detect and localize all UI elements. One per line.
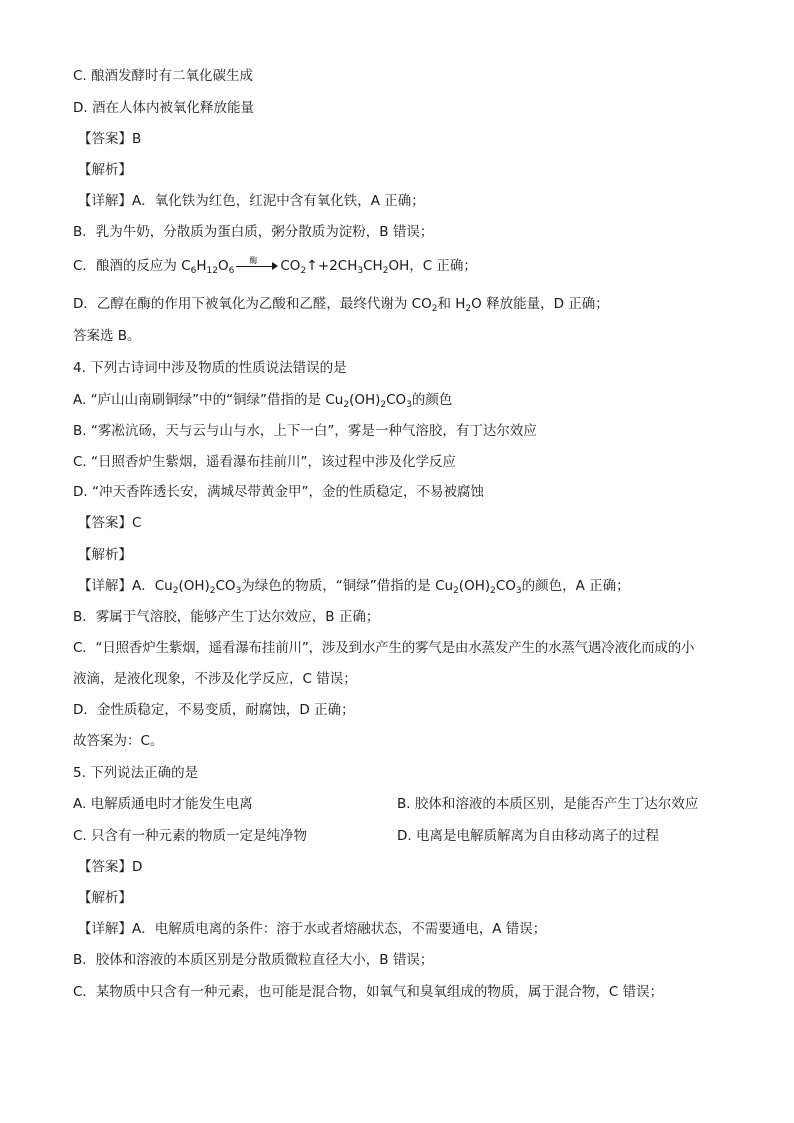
option-d: D. 酒在人体内被氧化释放能量 bbox=[73, 100, 254, 116]
detail-c-equation: C．酿酒的反应为 $C_6H_{12}O_6$ 酶 $CO_2↑+2CH_3CH_2OH$，C 正确； bbox=[73, 256, 477, 276]
detail-a: 【详解】A．氧化铁为红色，红泥中含有氧化铁，A 正确； bbox=[78, 193, 425, 209]
analysis-label: 【解析】 bbox=[78, 162, 132, 178]
q4-detail-a: 【详解】A．$Cu_2(OH)_2CO_3$为绿色的物质，“铜绿”借指的是 $Cu_2(OH)_2CO_3$的颜色，A 正确； bbox=[78, 578, 630, 596]
reaction-arrow bbox=[236, 256, 278, 272]
q4-option-c: C. “日照香炉生紫烟，遥看瀑布挂前川”，该过程中涉及化学反应 bbox=[73, 454, 456, 470]
q4-option-b: B. “雾凇沆砀，天与云与山与水，上下一白”，雾是一种气溶胶，有丁达尔效应 bbox=[73, 423, 537, 439]
question-4-stem: 4. 下列古诗词中涉及物质的性质说法错误的是 bbox=[73, 360, 347, 376]
q4-detail-b: B．雾属于气溶胶，能够产生丁达尔效应，B 正确； bbox=[73, 609, 380, 625]
q5-option-d: D. 电离是电解质解离为自由移动离子的过程 bbox=[397, 828, 659, 844]
answer-choice: 答案选 B。 bbox=[73, 328, 141, 344]
q5-option-a: A. 电解质通电时才能发生电离 bbox=[73, 796, 253, 812]
q5-detail-a: 【详解】A．电解质电离的条件：溶于水或者熔融状态，不需要通电，A 错误； bbox=[78, 921, 547, 937]
q4-answer-choice: 故答案为：C。 bbox=[73, 733, 164, 749]
option-c: C. 酿酒发酵时有二氧化碳生成 bbox=[73, 68, 254, 84]
q5-detail-c: C．某物质中只含有一种元素，也可能是混合物，如氧气和臭氧组成的物质，属于混合物，C 错误； bbox=[73, 984, 664, 1000]
q5-option-b: B. 胶体和溶液的本质区别，是能否产生丁达尔效应 bbox=[397, 796, 699, 812]
gas-up-arrow: ↑ bbox=[306, 258, 318, 274]
q5-detail-b: B．胶体和溶液的本质区别是分散质微粒直径大小，B 错误； bbox=[73, 952, 434, 968]
q5-option-c: C. 只含有一种元素的物质一定是纯净物 bbox=[73, 828, 308, 844]
answer-label: 【答案】B bbox=[78, 131, 142, 147]
q4-detail-c-cont: 液滴，是液化现象，不涉及化学反应，C 错误； bbox=[73, 671, 357, 687]
enzyme-condition: 酶 bbox=[249, 256, 258, 265]
q5-answer-label: 【答案】D bbox=[78, 859, 143, 875]
q5-analysis-label: 【解析】 bbox=[78, 890, 132, 906]
q4-detail-d: D．金性质稳定，不易变质，耐腐蚀，D 正确； bbox=[73, 702, 355, 718]
q4-detail-c: C．“日照香炉生紫烟，遥看瀑布挂前川”，涉及到水产生的雾气是由水蒸发产生的水蒸气遇冷液化而成的小 bbox=[73, 640, 695, 656]
q4-option-d: D. “冲天香阵透长安，满城尽带黄金甲”，金的性质稳定，不易被腐蚀 bbox=[73, 484, 484, 500]
question-5-stem: 5. 下列说法正确的是 bbox=[73, 765, 199, 781]
detail-b: B．乳为牛奶，分散质为蛋白质，粥分散质为淀粉，B 错误； bbox=[73, 224, 434, 240]
q4-option-a: A. “庐山山南刷铜绿”中的“铜绿”借指的是 $Cu_2(OH)_2CO_3$的颜色 bbox=[73, 392, 453, 410]
q4-analysis-label: 【解析】 bbox=[78, 547, 132, 563]
detail-d: D．乙醇在酶的作用下被氧化为乙酸和乙醛，最终代谢为 $CO_2$和 $H_2O$ 释放能量，D 正确； bbox=[73, 296, 609, 314]
q4-answer-label: 【答案】C bbox=[78, 515, 142, 531]
